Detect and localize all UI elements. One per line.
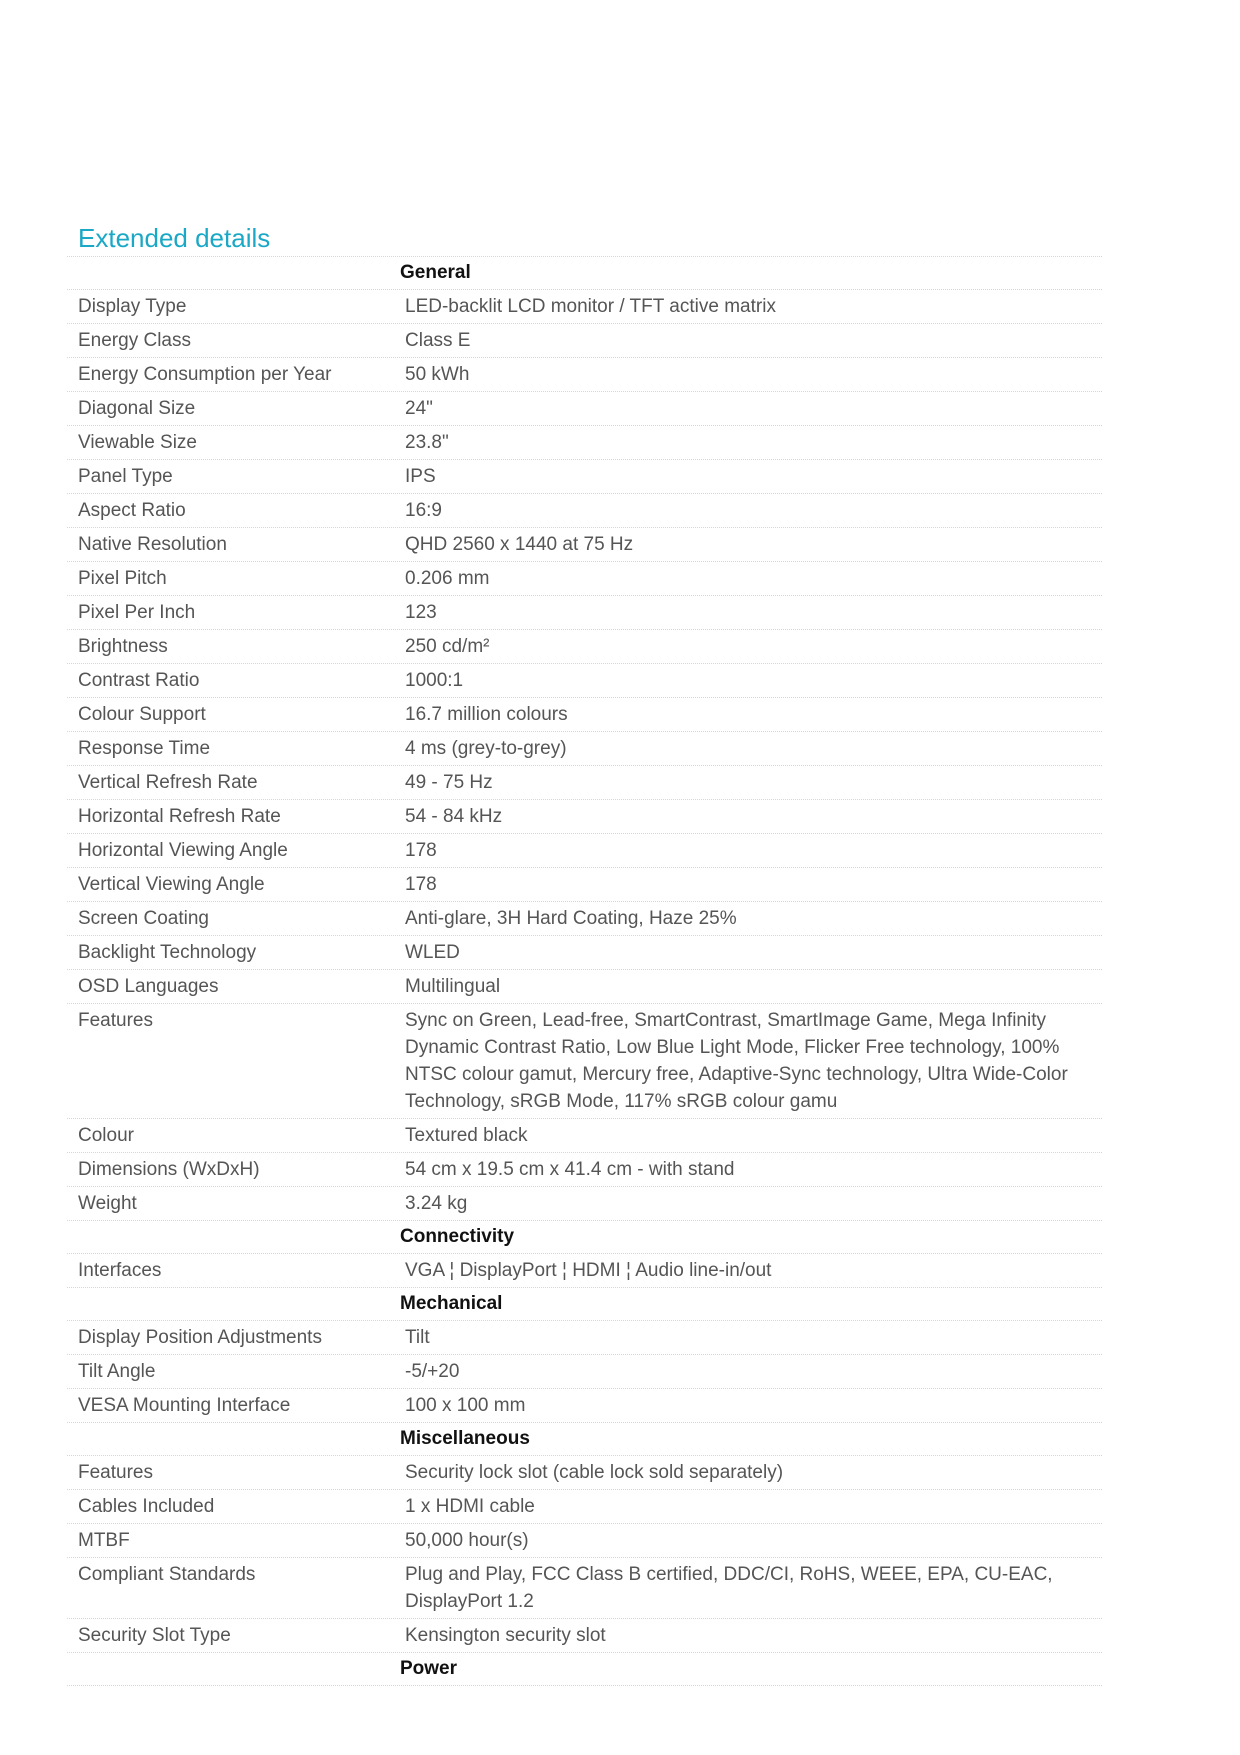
spec-row (67, 1456, 1102, 1490)
spec-label: Interfaces (78, 1260, 162, 1281)
spec-label: Security Slot Type (78, 1625, 231, 1646)
spec-value: Multilingual (405, 976, 501, 997)
spec-value: 49 - 75 Hz (405, 772, 493, 793)
spec-row (67, 902, 1102, 936)
spec-value: Sync on Green, Lead-free, SmartContrast, SmartImage Game, Mega Infinity Dynamic Contrast Ratio, Low Blue Light Mode, Flicker Free technology, 100% NTSC colour gamut, Mercury free, Adaptive-Sync technology, Ultra Wide-Color Technology, sRGB Mode, 117% sRGB colour gamu (405, 1010, 1068, 1112)
spec-label: Viewable Size (78, 432, 198, 453)
spec-label: Tilt Angle (78, 1361, 156, 1382)
spec-label: MTBF (78, 1530, 130, 1551)
spec-row (67, 664, 1102, 698)
spec-row (67, 1119, 1102, 1153)
spec-label: Colour Support (78, 704, 206, 725)
spec-value: Security lock slot (cable lock sold separately) (405, 1462, 784, 1483)
spec-label: Dimensions (WxDxH) (78, 1159, 260, 1180)
section-header: Miscellaneous (67, 1423, 1102, 1456)
page-title: Extended details (78, 223, 271, 253)
spec-value: QHD 2560 x 1440 at 75 Hz (405, 534, 634, 555)
spec-row (67, 698, 1102, 732)
spec-row (67, 1389, 1102, 1423)
spec-row (67, 800, 1102, 834)
section-header: Connectivity (67, 1221, 1102, 1254)
spec-value: 4 ms (grey-to-grey) (405, 738, 567, 759)
spec-value: 3.24 kg (405, 1193, 468, 1214)
spec-value: 16:9 (405, 500, 442, 521)
spec-value: 54 - 84 kHz (405, 806, 503, 827)
spec-row (67, 1321, 1102, 1355)
spec-label: Aspect Ratio (78, 500, 186, 521)
spec-label: Brightness (78, 636, 168, 657)
spec-value: 1000:1 (405, 670, 464, 691)
spec-row (67, 1490, 1102, 1524)
spec-label: Display Type (78, 296, 187, 317)
spec-label: Native Resolution (78, 534, 227, 555)
spec-label: Horizontal Viewing Angle (78, 840, 288, 861)
spec-row (67, 868, 1102, 902)
spec-label: Features (78, 1462, 153, 1483)
spec-label: VESA Mounting Interface (78, 1395, 291, 1416)
spec-value: VGA ¦ DisplayPort ¦ HDMI ¦ Audio line-in/out (405, 1260, 772, 1281)
spec-label: Diagonal Size (78, 398, 196, 419)
spec-value: Plug and Play, FCC Class B certified, DDC/CI, RoHS, WEEE, EPA, CU-EAC, DisplayPort 1.2 (405, 1564, 1053, 1612)
section-header: General (67, 257, 1102, 290)
spec-row (67, 460, 1102, 494)
spec-value: Kensington security slot (405, 1625, 606, 1646)
spec-row (67, 1558, 1102, 1619)
spec-row (67, 1153, 1102, 1187)
spec-label: Display Position Adjustments (78, 1327, 322, 1348)
spec-label: Cables Included (78, 1496, 215, 1517)
spec-row (67, 426, 1102, 460)
spec-row (67, 766, 1102, 800)
spec-label: Features (78, 1010, 153, 1031)
spec-label: Screen Coating (78, 908, 209, 929)
spec-label: Contrast Ratio (78, 670, 200, 691)
spec-row (67, 732, 1102, 766)
spec-label: OSD Languages (78, 976, 219, 997)
spec-row (67, 1619, 1102, 1653)
spec-value: 1 x HDMI cable (405, 1496, 535, 1517)
spec-value: 178 (405, 840, 437, 861)
spec-row (67, 494, 1102, 528)
spec-label: Horizontal Refresh Rate (78, 806, 281, 827)
spec-value: Class E (405, 330, 471, 351)
spec-label: Response Time (78, 738, 211, 759)
spec-value: Tilt (405, 1327, 430, 1348)
spec-label: Compliant Standards (78, 1564, 256, 1585)
spec-row (67, 630, 1102, 664)
spec-value: 50,000 hour(s) (405, 1530, 529, 1551)
spec-value: -5/+20 (405, 1361, 460, 1382)
spec-label: Colour (78, 1125, 134, 1146)
spec-row (67, 1254, 1102, 1288)
spec-value: Anti-glare, 3H Hard Coating, Haze 25% (405, 908, 737, 929)
spec-label: Vertical Refresh Rate (78, 772, 258, 793)
spec-row (67, 1004, 1102, 1119)
spec-label: Pixel Pitch (78, 568, 167, 589)
spec-row (67, 936, 1102, 970)
spec-value: IPS (405, 466, 436, 487)
spec-label: Pixel Per Inch (78, 602, 196, 623)
spec-row (67, 324, 1102, 358)
spec-value: 23.8" (405, 432, 449, 453)
spec-table (67, 256, 1102, 1686)
spec-value: Textured black (405, 1125, 528, 1146)
spec-label: Panel Type (78, 466, 173, 487)
spec-value: 178 (405, 874, 437, 895)
spec-label: Energy Consumption per Year (78, 364, 332, 385)
spec-row (67, 528, 1102, 562)
spec-row (67, 1355, 1102, 1389)
spec-row (67, 970, 1102, 1004)
spec-value: 123 (405, 602, 437, 623)
spec-row (67, 1524, 1102, 1558)
spec-row (67, 358, 1102, 392)
spec-value: 0.206 mm (405, 568, 490, 589)
spec-value: 54 cm x 19.5 cm x 41.4 cm - with stand (405, 1159, 735, 1180)
spec-label: Vertical Viewing Angle (78, 874, 265, 895)
spec-value: LED-backlit LCD monitor / TFT active matrix (405, 296, 776, 317)
spec-value: 16.7 million colours (405, 704, 568, 725)
spec-value: 250 cd/m² (405, 636, 490, 657)
spec-row (67, 392, 1102, 426)
spec-label: Energy Class (78, 330, 191, 351)
section-header: Mechanical (67, 1288, 1102, 1321)
spec-value: 50 kWh (405, 364, 470, 385)
spec-row (67, 1187, 1102, 1221)
spec-row (67, 290, 1102, 324)
spec-value: 100 x 100 mm (405, 1395, 526, 1416)
spec-label: Backlight Technology (78, 942, 257, 963)
section-header: Power (67, 1653, 1102, 1686)
spec-value: 24" (405, 398, 433, 419)
spec-value: WLED (405, 942, 460, 963)
spec-row (67, 834, 1102, 868)
spec-row (67, 562, 1102, 596)
spec-label: Weight (78, 1193, 137, 1214)
spec-row (67, 596, 1102, 630)
